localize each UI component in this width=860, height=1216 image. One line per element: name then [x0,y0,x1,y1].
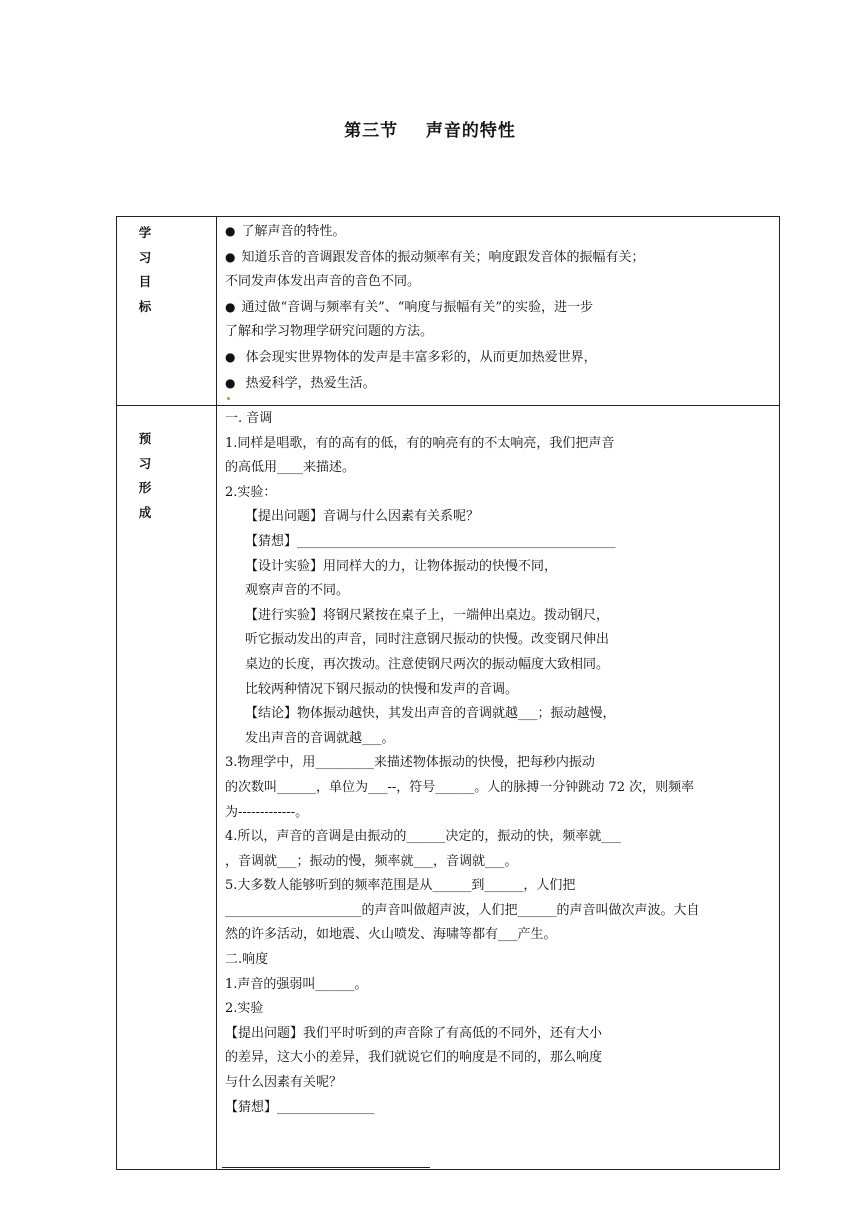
preview-content [225,407,771,1120]
preview-line: 然的许多活动，如地震、火山喷发、海啸等都有___产生。 [225,927,557,943]
goals-row-label: 学 习 目 标 [138,225,152,314]
preview-line: 的次数叫______，单位为___--，符号______。人的脉搏一分钟跳动 72 次，则频率 [225,779,695,795]
goal-text: 体会现实世界物体的发声是丰富多彩的，从而更加热爱世界， [241,349,597,365]
goal-text: 热爱科学，热爱生活。 [241,375,376,391]
bullet-icon: ● [225,224,236,238]
goal-line [225,295,771,321]
preview-line: 【提出问题】音调与什么因素有关系呢？ [245,509,480,525]
goal-line [225,345,771,371]
preview-line: 2.实验： [225,484,277,500]
bullet-icon: ● [225,375,236,390]
bullet-icon: ● [225,299,236,314]
preview-row-label: 预 习 形 成 [138,431,152,520]
preview-line: 桌边的长度，再次拨动。注意使钢尺两次的振动幅度大致相同。 [245,656,610,672]
preview-line: 观察声音的不同。 [245,583,350,599]
preview-line: 听它振动发出的声音，同时注意钢尺振动的快慢。改变钢尺伸出 [245,632,610,648]
preview-line: ，音调就___；振动的慢，频率就___，音调就___。 [225,853,518,869]
preview-line: 的差异，这大小的差异，我们就说它们的响度是不同的，那么响度 [225,1050,603,1066]
preview-line: _____________________的声音叫做超声波，人们把______的声音叫做次声波。大自 [225,902,700,918]
preview-line: 为-------------。 [225,804,309,820]
column-divider [216,217,217,1169]
preview-line: 一. 音调 [225,411,273,426]
goal-line [225,371,771,397]
preview-line: 发出声音的音调就越___。 [245,730,395,746]
preview-line: 1.同样是唱歌，有的高有的低，有的响亮有的不太响亮，我们把声音 [225,435,615,451]
preview-line: 4.所以，声音的音调是由振动的______决定的，振动的快，频率就___ [225,829,621,845]
row-divider [117,405,779,406]
goal-line [225,270,771,295]
goal-text: 了解声音的特性。 [241,224,346,239]
preview-line: 的高低用____来描述。 [225,460,356,476]
preview-line: 【进行实验】将钢尺紧按在桌子上，一端伸出桌边。拨动钢尺， [245,607,610,623]
bullet-icon: ● [225,349,236,364]
preview-line: 【结论】物体振动越快，其发出声音的音调就越___；振动越慢， [245,706,616,722]
goal-text: 知道乐音的音调跟发音体的振动频率有关；响度跟发音体的振幅有关； [241,249,645,265]
preview-line: 二.响度 [225,952,269,968]
goal-text: 通过做“音调与频率有关”、“响度与振幅有关”的实验，进一步 [241,299,594,315]
preview-line: 【提出问题】我们平时听到的声音除了有高低的不同外，还有大小 [225,1025,603,1041]
document-title: 第三节 声音的特性 [344,121,516,141]
goal-line [225,219,771,245]
preview-line: 与什么因素有关呢？ [225,1075,343,1091]
preview-line: 1.声音的强弱叫______。 [225,976,368,992]
bullet-icon: ● [225,249,236,264]
preview-line: 5.大多数人能够听到的频率范围是从______到______，人们把 [225,878,576,894]
preview-line: 【猜想】_________________________________________________ [245,533,616,549]
worksheet-table [116,216,780,1170]
preview-line: 2.实验 [225,1001,264,1017]
goal-text: 了解和学习物理学研究问题的方法。 [225,324,434,340]
preview-line: 比较两种情况下钢尺振动的快慢和发声的音调。 [245,681,519,697]
goal-text: 不同发声体发出声音的音色不同。 [225,274,421,290]
trailing-underline [222,1167,430,1168]
goal-line [225,245,771,271]
preview-line: 3.物理学中，用_________来描述物体振动的快慢，把每秒内振动 [225,755,595,771]
learning-goals [225,219,771,396]
goal-line [225,320,771,345]
preview-line: 【设计实验】用同样大的力，让物体振动的快慢不同， [245,558,558,574]
preview-line: 【猜想】_______________ [225,1099,375,1115]
decorative-dot [227,397,230,400]
